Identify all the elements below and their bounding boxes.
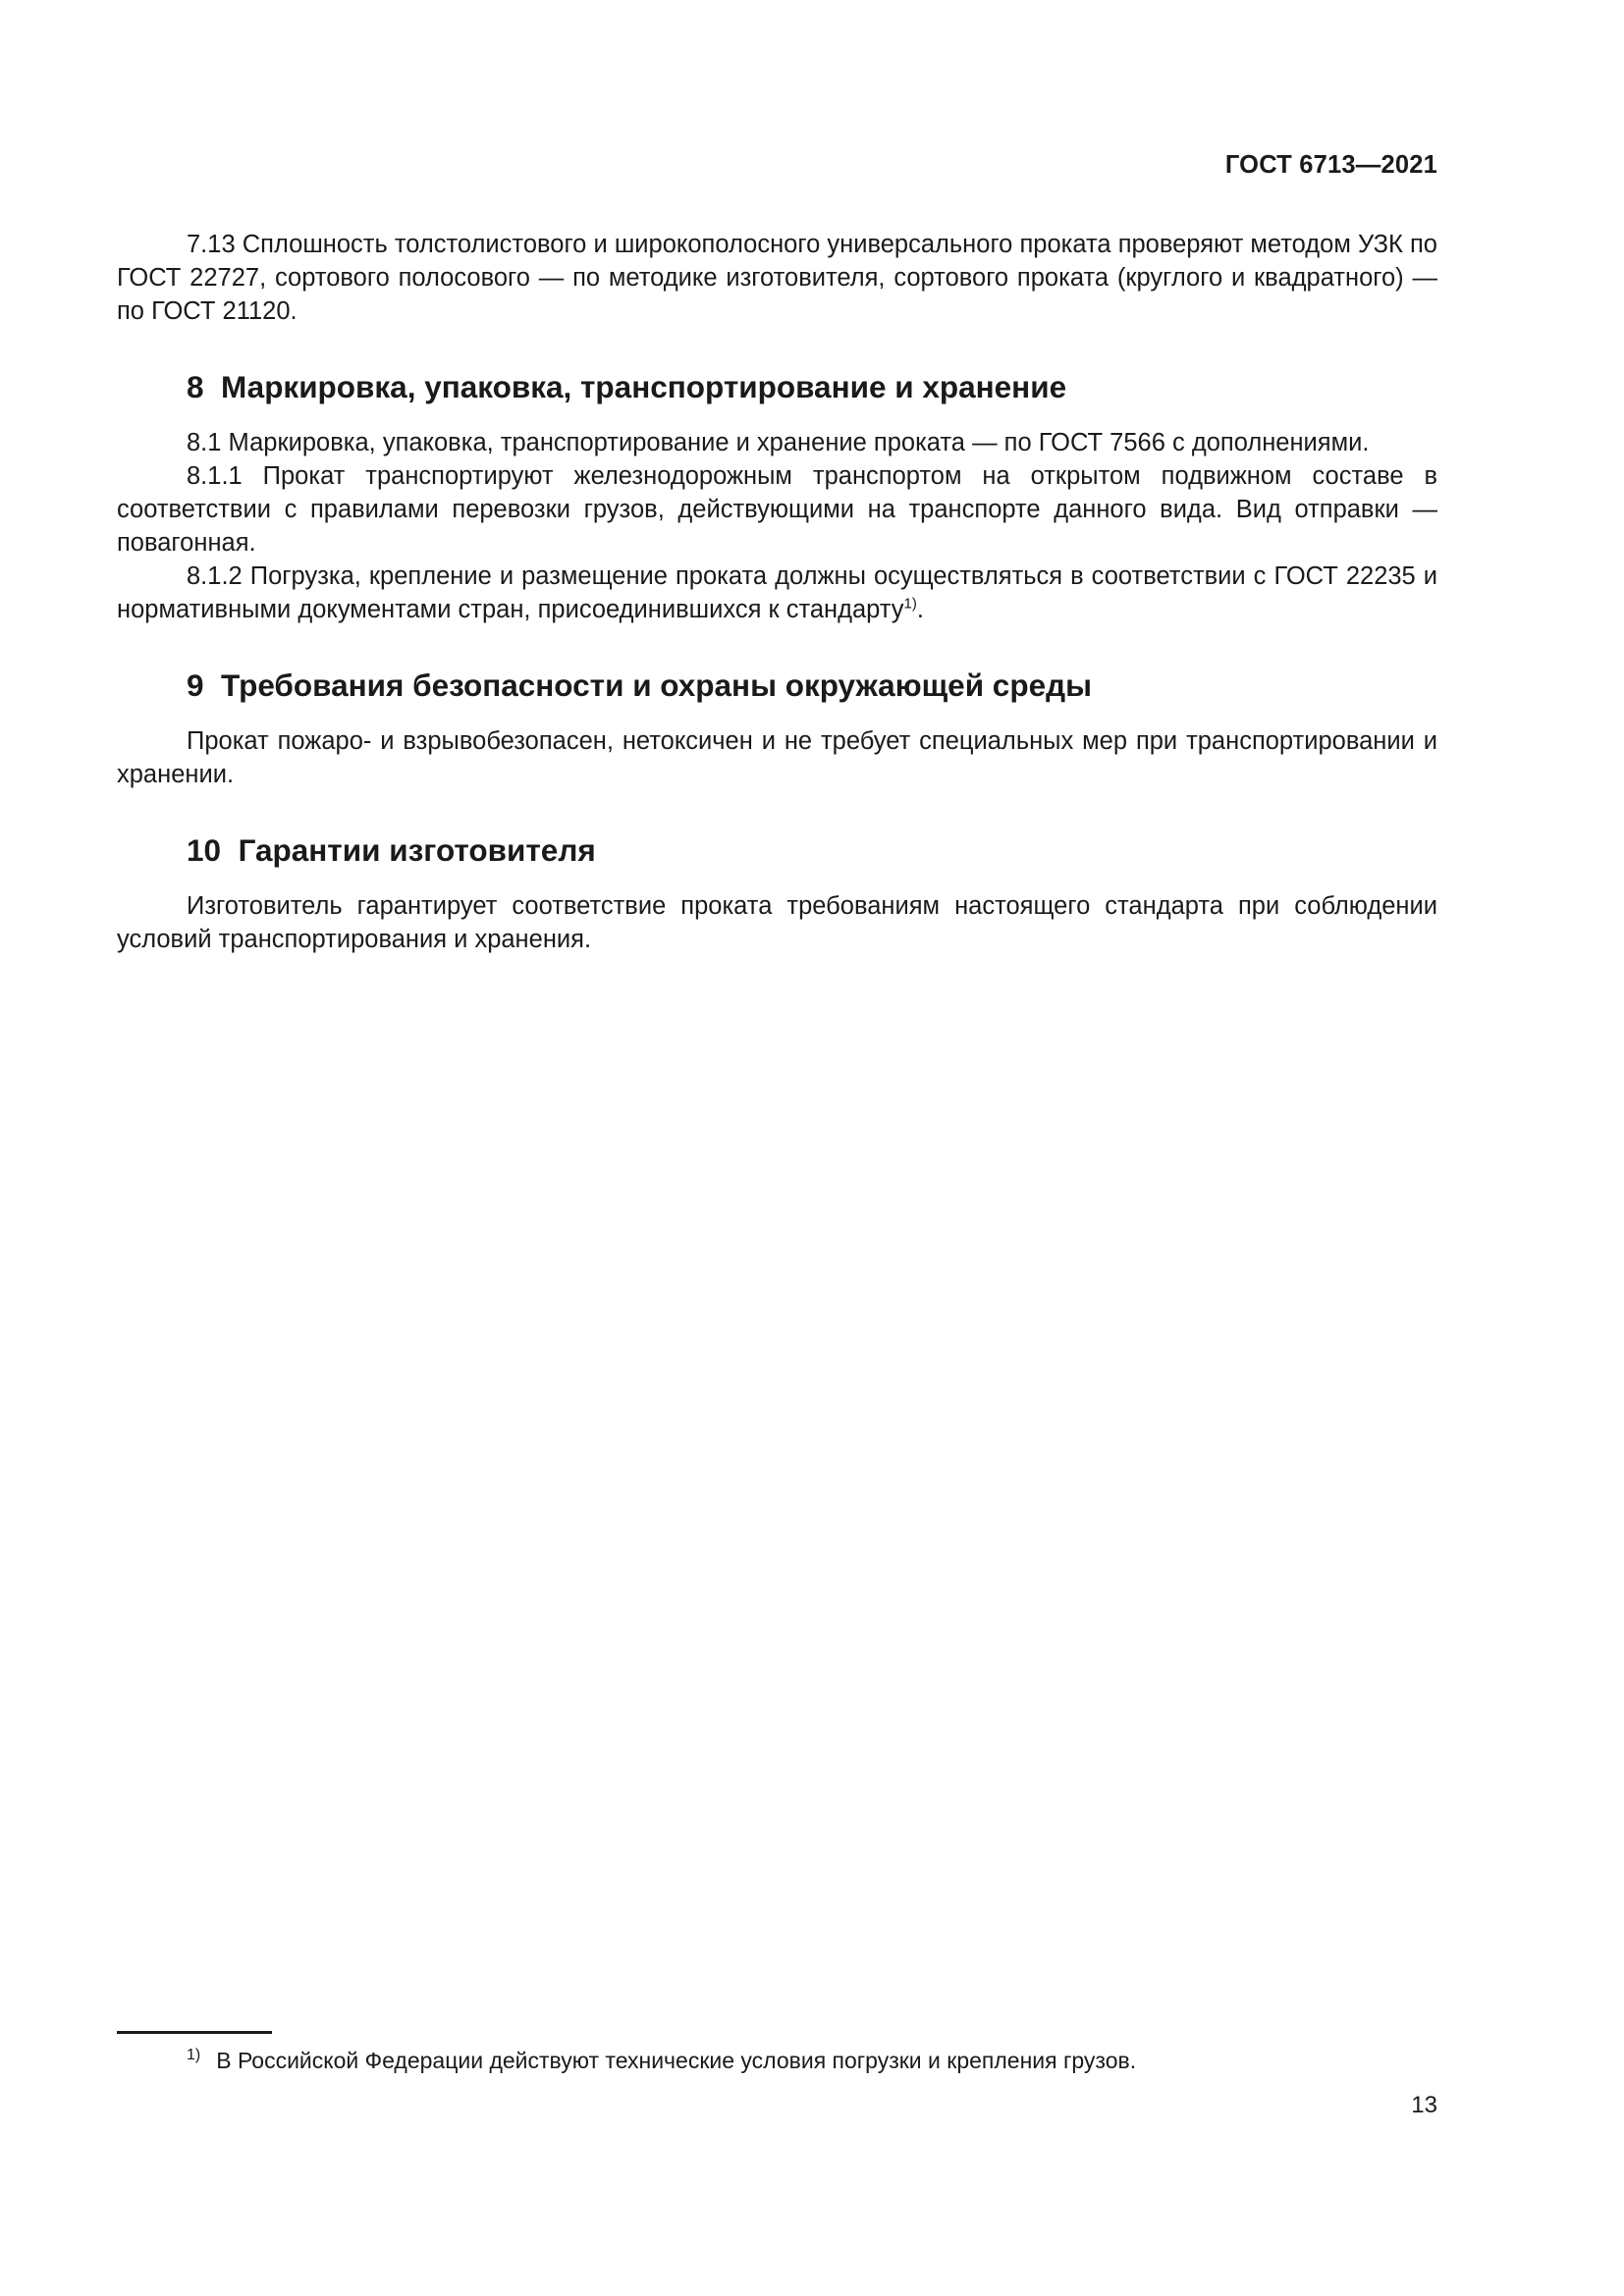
section-9-text: Прокат пожаро- и взрывобезопасен, нетоксичен и не требует специальных мер при транспортировании и хранении. <box>117 727 1437 788</box>
clause-8-1 <box>117 426 1437 459</box>
section-8-heading <box>117 367 1437 406</box>
clause-number: 8.1 <box>187 429 222 456</box>
section-10-text: Изготовитель гарантирует соответствие проката требованиям настоящего стандарта при соблюдении условий транспортирования и хранения. <box>117 892 1437 953</box>
section-title: Требования безопасности и охраны окружающей среды <box>221 667 1092 703</box>
section-title: Маркировка, упаковка, транспортирование и хранение <box>221 369 1067 404</box>
section-number: 9 <box>187 667 204 703</box>
clause-number: 7.13 <box>187 231 236 258</box>
section-number: 10 <box>187 832 222 868</box>
clause-text: Прокат транспортируют железнодорожным транспортом на открытом подвижном составе в соответствии с правилами перевозки грузов, действующими на транспорте данного вида. Вид отправки — повагонная. <box>117 462 1437 557</box>
footnote-divider <box>117 2031 272 2034</box>
section-number: 8 <box>187 369 204 404</box>
document-code-header: ГОСТ 6713—2021 <box>1224 151 1437 179</box>
page-number: 13 <box>1411 2092 1437 2118</box>
page-content <box>117 228 1437 956</box>
clause-text: Погрузка, крепление и размещение проката должны осуществляться в соответствии с ГОСТ 22235 и нормативными документами стран, присоединившихся к стандарту <box>117 562 1437 623</box>
section-title: Гарантии изготовителя <box>238 832 596 868</box>
footnote-reference[interactable]: 1) <box>903 595 917 613</box>
clause-number: 8.1.2 <box>187 562 243 590</box>
section-10-heading <box>117 830 1437 870</box>
clause-7-13 <box>117 228 1437 328</box>
clause-number: 8.1.1 <box>187 462 243 490</box>
section-9-heading <box>117 666 1437 705</box>
footnote-mark: 1) <box>187 2047 201 2064</box>
clause-8-1-2 <box>117 560 1437 626</box>
footnote <box>187 2045 1136 2076</box>
clause-text: Маркировка, упаковка, транспортирование и хранение проката — по ГОСТ 7566 с дополнениями. <box>228 429 1370 456</box>
footnote-text: В Российской Федерации действуют технические условия погрузки и крепления грузов. <box>216 2048 1137 2073</box>
clause-8-1-1 <box>117 459 1437 560</box>
clause-text: Сплошность толстолистового и широкополосного универсального проката проверяют методом УЗК по ГОСТ 22727, сортового полосового — по методике изготовителя, сортового проката (круглого и квадратного) — по ГОСТ 21120. <box>117 231 1437 325</box>
clause-end-punctuation: . <box>916 596 924 623</box>
